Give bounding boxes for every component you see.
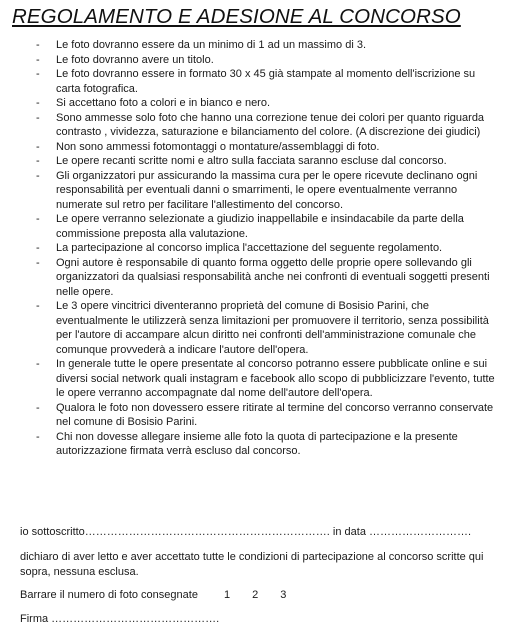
rule-item [0, 111, 510, 140]
rule-text: Le 3 opere vincitrici diventeranno proprietà del comune di Bosisio Parini, che eventualmente le utilizzerà senza limitazioni per promuovere il territorio, senza possibilità per l'autore di accampare alcun diritto nei confronti dell'amministrazione comunale che comunque provvederà a indicare l'autore dell'opera. [56, 300, 489, 356]
document-title: REGOLAMENTO E ADESIONE AL CONCORSO [12, 5, 461, 28]
rule-text: Qualora le foto non dovessero essere ritirate al termine del concorso verranno conservate nel comune di Bosisio Parini. [56, 401, 494, 428]
rule-text: Non sono ammessi fotomontaggi o montature/assemblaggi di foto. [56, 140, 380, 153]
rule-text: La partecipazione al concorso implica l'accettazione del seguente regolamento. [56, 242, 443, 254]
rule-bullet: - [36, 242, 40, 254]
rule-item [0, 67, 510, 96]
signature-field[interactable]: Firma ………………………………………. [20, 613, 220, 625]
photo-count-label: Barrare il numero di foto consegnate [20, 589, 198, 601]
rule-text: Le foto dovranno essere in formato 30 x 45 già stampate al momento dell'iscrizione su carta fotografica. [56, 68, 476, 95]
photo-count-option-2[interactable]: 2 [252, 589, 259, 601]
rule-item [0, 430, 510, 459]
rule-bullet: - [36, 358, 40, 370]
rule-item [0, 38, 510, 53]
photo-count-option-3[interactable]: 3 [280, 589, 287, 601]
rule-text: Le foto dovranno essere da un minimo di 1 ad un massimo di 3. [56, 39, 367, 51]
rule-bullet: - [36, 39, 40, 51]
photo-count-selector [20, 588, 286, 603]
rule-item [0, 241, 510, 256]
rule-bullet: - [36, 213, 40, 225]
rule-bullet: - [36, 401, 40, 414]
rule-text: Le opere verranno selezionate a giudizio inappellabile e insindacabile da parte della commissione preposta alla valutazione. [56, 213, 464, 240]
rule-text: Le foto dovranno avere un titolo. [56, 53, 214, 66]
rule-text: In generale tutte le opere presentate al concorso potranno essere pubblicate online e sui diversi social network quali instagram e facebook allo scopo di pubblicizzare l'evento, tutte le opere verranno accompagnate dal nome dell'autore dell'opera. [56, 358, 495, 399]
rule-text: Sono ammesse solo foto che hanno una correzione tenue dei colori per quanto riguarda contrasto , vividezza, saturazione e bilanciamento del colore. (A discrezione dei giudici) [56, 111, 485, 138]
rule-bullet: - [36, 256, 40, 269]
declaration-text: dichiaro di aver letto e aver accettato tutte le condizioni di partecipazione al concorso scritte qui sopra, nessuna esclusa. [20, 551, 484, 578]
rule-bullet: - [36, 140, 40, 153]
rule-bullet: - [36, 68, 40, 80]
rule-item [0, 140, 510, 155]
rule-item [0, 154, 510, 169]
rule-bullet: - [36, 53, 40, 66]
rule-item [0, 357, 510, 401]
rule-bullet: - [36, 169, 40, 182]
rule-text: Si accettano foto a colori e in bianco e nero. [56, 97, 271, 109]
rule-bullet: - [36, 430, 40, 443]
rule-item [0, 256, 510, 300]
rule-bullet: - [36, 111, 40, 124]
rule-text: Gli organizzatori pur assicurando la massima cura per le opere ricevute declinano ogni responsabilità per eventuali danni o smarrimenti, le opere eventualmente verranno numerate sul retro per facilitare l'allestimento del concorso. [56, 169, 478, 211]
rule-bullet: - [36, 155, 40, 167]
rule-text: Le opere recanti scritte nomi e altro sulla facciata saranno escluse dal concorso. [56, 155, 447, 167]
photo-count-option-1[interactable]: 1 [223, 589, 231, 601]
rule-bullet: - [36, 97, 40, 109]
rule-item [0, 299, 510, 357]
rules-list [0, 38, 510, 459]
rule-item [0, 169, 510, 213]
rule-item [0, 212, 510, 241]
rule-item [0, 53, 510, 68]
rule-text: Chi non dovesse allegare insieme alle foto la quota di partecipazione e la presente autorizzazione firmata verrà escluso dal concorso. [56, 430, 458, 457]
rule-item [0, 96, 510, 111]
rule-bullet: - [36, 300, 40, 312]
rule-text: Ogni autore è responsabile di quanto forma oggetto delle proprie opere sollevando gli organizzatori da qualsiasi responsabilità anche nei confronti di eventuali soggetti presenti nelle opere. [56, 256, 490, 298]
rule-item [0, 401, 510, 430]
signed-name-date-field[interactable]: io sottoscritto…………………………………………………………. in data ………………………. [20, 526, 472, 538]
